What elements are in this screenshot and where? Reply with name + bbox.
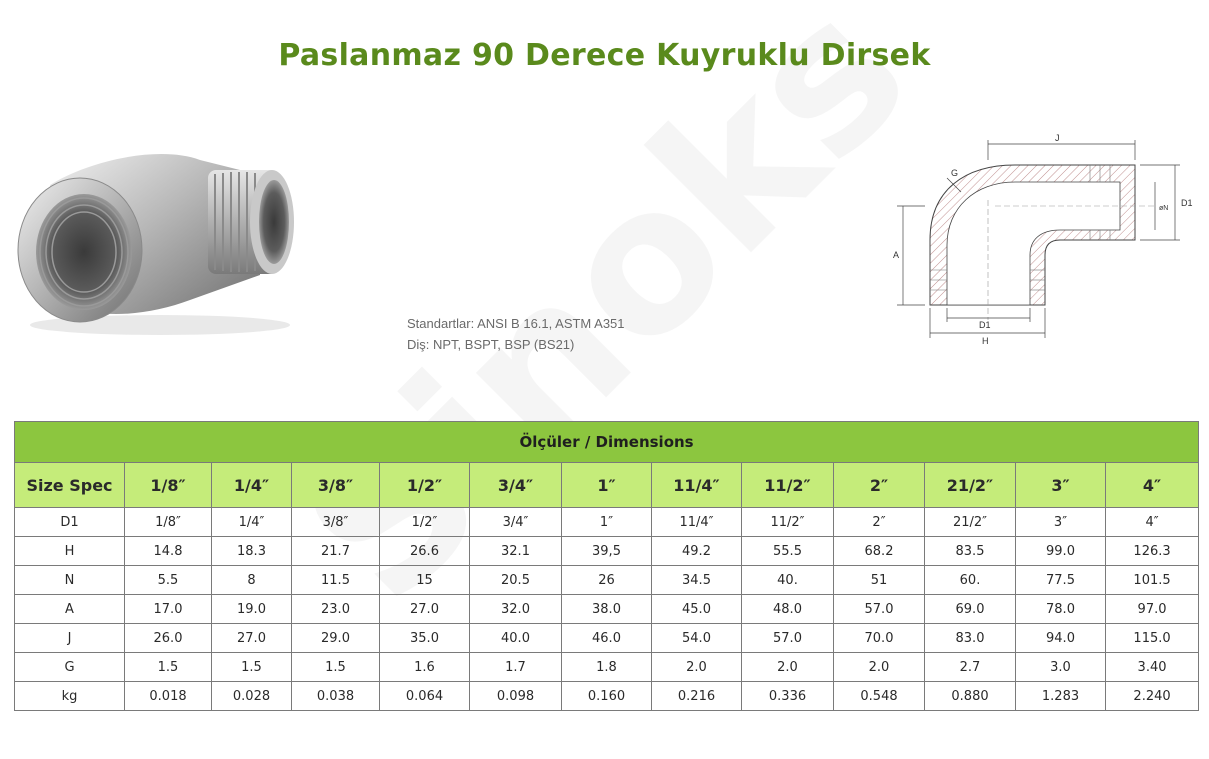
table-cell: 0.160 [562,682,652,711]
row-label: kg [15,682,125,711]
table-cell: 101.5 [1106,566,1199,595]
table-cell: 26.0 [125,624,212,653]
table-cell: 3.0 [1016,653,1106,682]
table-cell: 40. [742,566,834,595]
table-cell: 78.0 [1016,595,1106,624]
table-cell: 2.7 [925,653,1016,682]
table-cell: 2.240 [1106,682,1199,711]
table-cell: 0.216 [652,682,742,711]
table-cell: 38.0 [562,595,652,624]
table-cell: 2.0 [652,653,742,682]
table-cell: 0.038 [292,682,380,711]
table-cell: 21.7 [292,537,380,566]
table-cell: 0.018 [125,682,212,711]
product-photo [10,140,300,340]
table-cell: 3/8″ [292,508,380,537]
table-banner: Ölçüler / Dimensions [15,422,1199,463]
table-row [15,537,1199,566]
table-cell: 1/8″ [125,508,212,537]
row-label: H [15,537,125,566]
table-cell: 60. [925,566,1016,595]
table-cell: 94.0 [1016,624,1106,653]
row-label: A [15,595,125,624]
table-cell: 11.5 [292,566,380,595]
dim-label-d1-right: D1 [1181,198,1193,208]
table-cell: 3/4″ [470,508,562,537]
table-cell: 0.548 [834,682,925,711]
dim-label-a: A [893,250,900,260]
table-cell: 21/2″ [925,508,1016,537]
table-cell: 69.0 [925,595,1016,624]
table-cell: 3.40 [1106,653,1199,682]
table-cell: 0.880 [925,682,1016,711]
table-cell: 1.8 [562,653,652,682]
table-cell: 83.0 [925,624,1016,653]
table-cell: 26 [562,566,652,595]
table-cell: 29.0 [292,624,380,653]
technical-drawing [885,130,1195,350]
dim-label-d1-bottom: D1 [979,320,991,330]
table-cell: 39,5 [562,537,652,566]
row-label: N [15,566,125,595]
table-row [15,682,1199,711]
table-cell: 1.5 [212,653,292,682]
table-cell: 0.028 [212,682,292,711]
size-header: 11/2″ [742,463,834,508]
table-cell: 1.7 [470,653,562,682]
row-label: G [15,653,125,682]
table-cell: 2.0 [742,653,834,682]
table-cell: 1.283 [1016,682,1106,711]
table-row [15,595,1199,624]
dim-label-h: H [982,336,989,346]
table-cell: 70.0 [834,624,925,653]
size-header: 3/8″ [292,463,380,508]
table-cell: 8 [212,566,292,595]
table-cell: 2″ [834,508,925,537]
table-cell: 1/2″ [380,508,470,537]
size-header: 1″ [562,463,652,508]
size-header: 1/2″ [380,463,470,508]
table-cell: 27.0 [212,624,292,653]
size-header: 3/4″ [470,463,562,508]
standards-text [407,313,625,355]
table-cell: 11/4″ [652,508,742,537]
table-row [15,653,1199,682]
dim-label-n: øN [1159,205,1169,212]
table-row [15,566,1199,595]
table-cell: 20.5 [470,566,562,595]
table-cell: 0.064 [380,682,470,711]
table-cell: 0.336 [742,682,834,711]
table-cell: 40.0 [470,624,562,653]
table-cell: 35.0 [380,624,470,653]
table-cell: 115.0 [1106,624,1199,653]
table-cell: 18.3 [212,537,292,566]
size-header: 1/8″ [125,463,212,508]
table-header-row [15,463,1199,508]
table-cell: 26.6 [380,537,470,566]
dim-label-g: G [951,168,959,178]
table-cell: 45.0 [652,595,742,624]
table-cell: 34.5 [652,566,742,595]
table-cell: 83.5 [925,537,1016,566]
table-cell: 57.0 [742,624,834,653]
table-cell: 32.1 [470,537,562,566]
size-header: 4″ [1106,463,1199,508]
table-cell: 1.5 [292,653,380,682]
table-cell: 27.0 [380,595,470,624]
size-header: 2″ [834,463,925,508]
dimensions-table [14,421,1199,711]
table-cell: 11/2″ [742,508,834,537]
table-cell: 49.2 [652,537,742,566]
row-label: D1 [15,508,125,537]
table-cell: 1/4″ [212,508,292,537]
table-cell: 54.0 [652,624,742,653]
table-cell: 1″ [562,508,652,537]
table-cell: 23.0 [292,595,380,624]
table-cell: 19.0 [212,595,292,624]
table-cell: 4″ [1106,508,1199,537]
page-title: Paslanmaz 90 Derece Kuyruklu Dirsek [278,38,931,73]
table-row [15,624,1199,653]
table-cell: 2.0 [834,653,925,682]
table-cell: 51 [834,566,925,595]
table-row [15,508,1199,537]
size-header: 1/4″ [212,463,292,508]
table-cell: 1.5 [125,653,212,682]
dim-label-j: J [1055,133,1060,143]
spec-header: Size Spec [15,463,125,508]
table-cell: 3″ [1016,508,1106,537]
table-cell: 15 [380,566,470,595]
size-header: 11/4″ [652,463,742,508]
table-cell: 48.0 [742,595,834,624]
table-cell: 5.5 [125,566,212,595]
row-label: J [15,624,125,653]
table-cell: 55.5 [742,537,834,566]
table-cell: 99.0 [1016,537,1106,566]
table-cell: 14.8 [125,537,212,566]
table-cell: 68.2 [834,537,925,566]
size-header: 21/2″ [925,463,1016,508]
table-cell: 17.0 [125,595,212,624]
size-header: 3″ [1016,463,1106,508]
table-cell: 0.098 [470,682,562,711]
table-cell: 46.0 [562,624,652,653]
table-cell: 126.3 [1106,537,1199,566]
thread-line: Diş: NPT, BSPT, BSP (BS21) [407,337,575,352]
table-cell: 32.0 [470,595,562,624]
table-cell: 57.0 [834,595,925,624]
table-cell: 1.6 [380,653,470,682]
table-cell: 77.5 [1016,566,1106,595]
standards-line: Standartlar: ANSI B 16.1, ASTM A351 [407,316,625,331]
table-cell: 97.0 [1106,595,1199,624]
